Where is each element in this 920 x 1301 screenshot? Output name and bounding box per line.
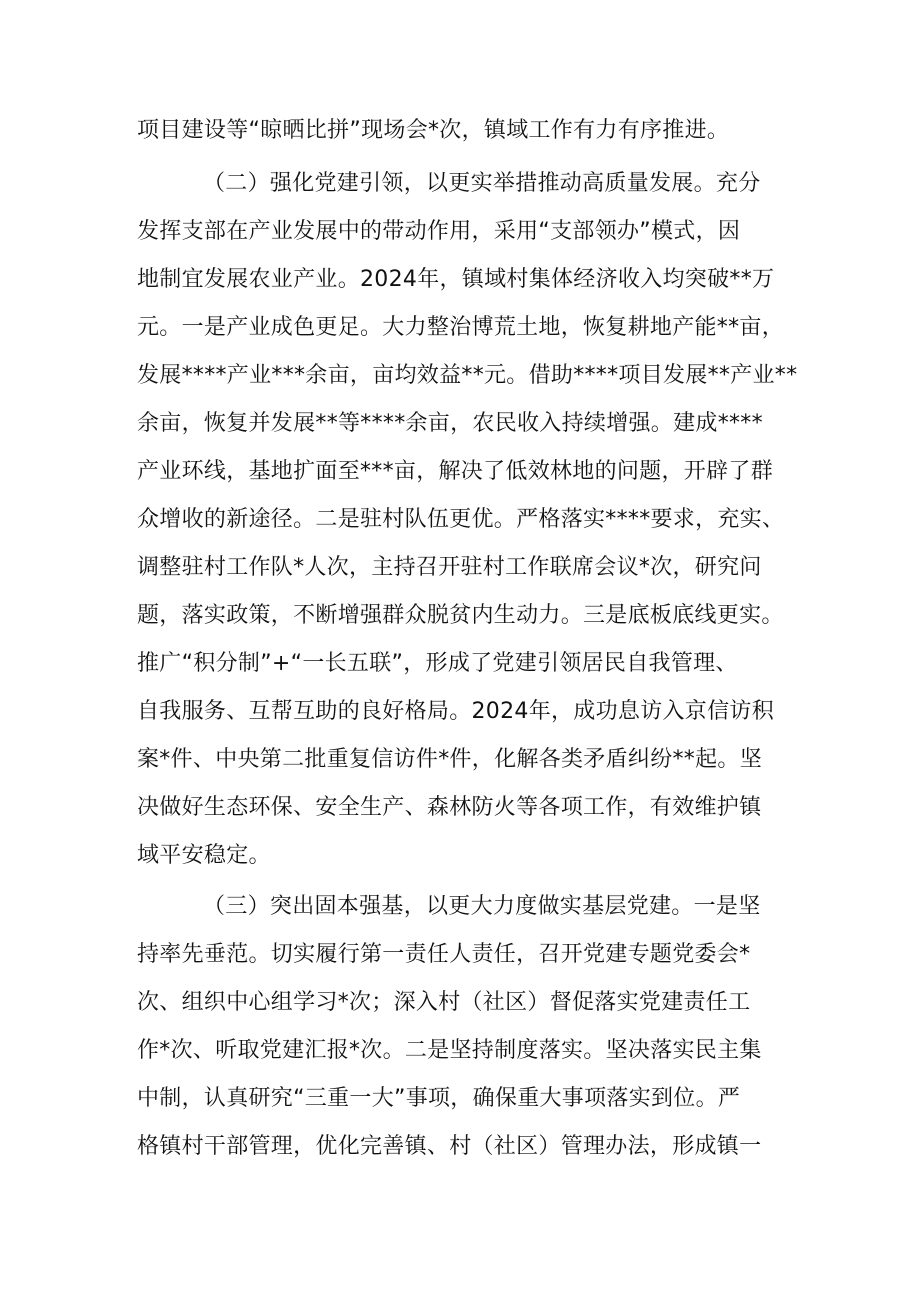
text-line: 次、组织中心组学习*次；深入村（社区）督促落实党建责任工	[137, 990, 751, 1015]
text-line: （三）突出固本强基，以更大力度做实基层党建。一是坚	[203, 894, 761, 919]
paragraph-1	[137, 107, 797, 155]
text-line: 产业环线，基地扩面至***亩，解决了低效林地的问题，开辟了群	[137, 459, 774, 484]
text-line: 自我服务、互帮互助的良好格局。2024年，成功息访入京信访积	[137, 699, 774, 724]
text-line: 推广“积分制”+“一长五联”，形成了党建引领居民自我管理、	[137, 651, 738, 676]
text-line: 元。一是产业成色更足。大力整治博荒土地，恢复耕地产能**亩，	[137, 315, 785, 340]
text-line: 项目建设等“晾晒比拼”现场会*次，镇域工作有力有序推进。	[137, 118, 730, 143]
text-line: 决做好生态环保、安全生产、森林防火等各项工作，有效维护镇	[137, 795, 762, 820]
text-line: 调整驻村工作队*人次，主持召开驻村工作联席会议*次，研究问	[137, 555, 762, 580]
text-line: 发挥支部在产业发展中的带动作用，采用“支部领办”模式，因	[137, 219, 741, 244]
text-line: 作*次、听取党建汇报*次。二是坚持制度落实。坚决落实民主集	[137, 1038, 762, 1063]
text-line: （二）强化党建引领，以更实举措推动高质量发展。充分	[203, 171, 761, 196]
text-line: 余亩，恢复并发展**等****余亩，农民收入持续增强。建成****	[137, 411, 763, 436]
text-line: 域平安稳定。	[137, 843, 271, 868]
text-line: 案*件、中央第二批重复信访件*件，化解各类矛盾纠纷**起。坚	[137, 747, 763, 772]
paragraph-2	[137, 160, 797, 880]
text-line: 发展****产业***余亩，亩均效益**元。借助****项目发展**产业**	[137, 363, 798, 388]
text-line: 持率先垂范。切实履行第一责任人责任，召开党建专题党委会*	[137, 942, 751, 967]
text-line: 格镇村干部管理，优化完善镇、村（社区）管理办法，形成镇一	[137, 1134, 762, 1159]
text-line: 众增收的新途径。二是驻村队伍更优。严格落实****要求，充实、	[137, 507, 785, 532]
text-line: 题，落实政策，不断增强群众脱贫内生动力。三是底板底线更实。	[137, 603, 784, 628]
text-line: 中制，认真研究“三重一大”事项，确保重大事项落实到位。严	[137, 1086, 741, 1111]
paragraph-3	[137, 883, 797, 1171]
text-line: 地制宜发展农业产业。2024年，镇域村集体经济收入均突破**万	[137, 267, 775, 292]
